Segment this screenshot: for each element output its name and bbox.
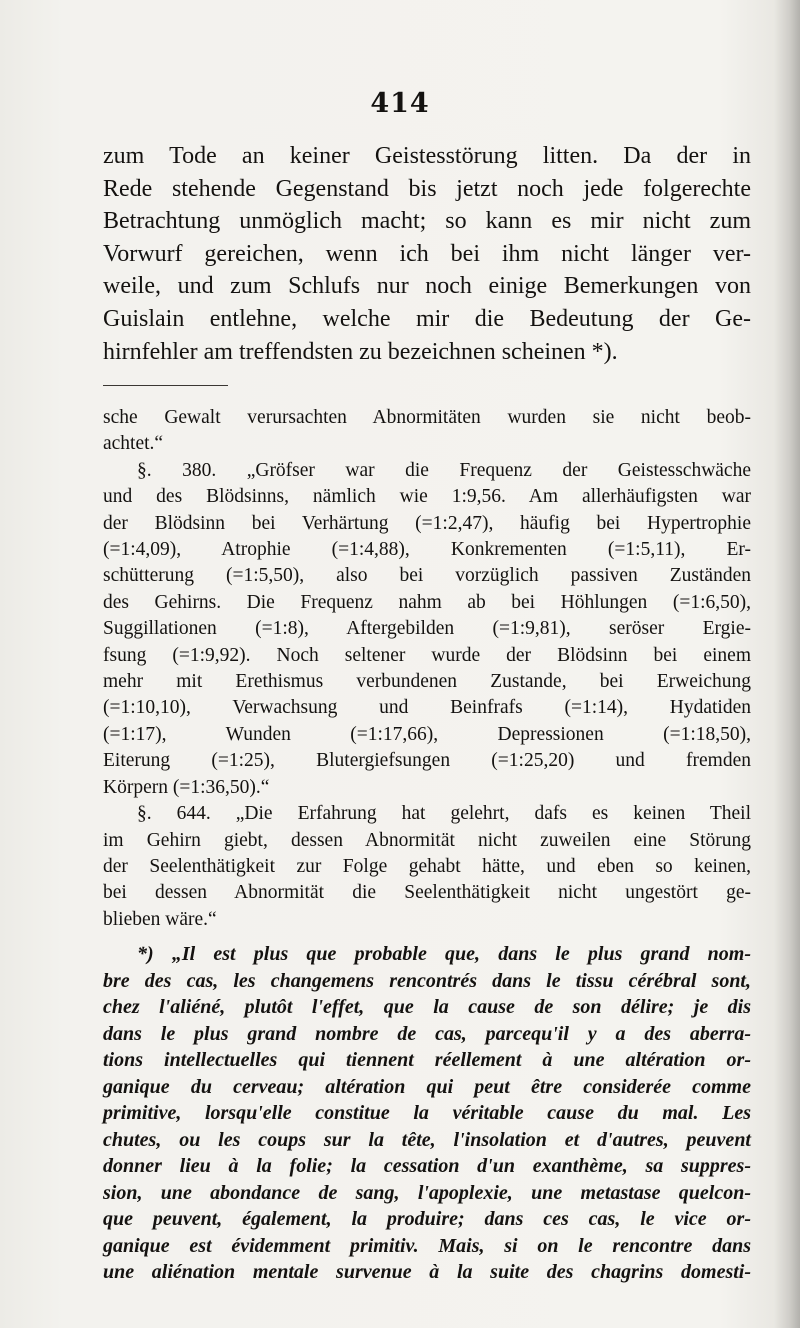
text-line: hirnfehler am treffendsten zu bezeichnen scheinen *). (103, 338, 618, 365)
note-line: der Blödsinn bei Verhärtung (=1:2,47), häufig bei Hypertrophie (103, 512, 751, 534)
footnote-line: bre des cas, les changemens rencontrés dans le tissu cérébral sont, (103, 969, 751, 992)
footnote-separator (103, 385, 228, 386)
footnote-line: ganique du cerveau; altération qui peut être considerée comme (103, 1075, 751, 1098)
text-line: zum Tode an keiner Geistesstörung litten. Da der in (103, 143, 751, 169)
footnote-line: chez l'aliéné, plutôt l'effet, que la cause de son délire; je dis (103, 996, 751, 1018)
note-line: sche Gewalt verursachten Abnormitäten wurden sie nicht beob- (103, 407, 751, 428)
footnote-line: *) „Il est plus que probable que, dans le plus grand nom- (137, 943, 751, 965)
page-number: 414 (370, 88, 430, 119)
text-line: Guislain entlehne, welche mir die Bedeutung der Ge- (103, 305, 751, 332)
note-line: §. 380. „Gröfser war die Frequenz der Geistesschwäche (137, 459, 751, 481)
text-line: Rede stehende Gegenstand bis jetzt noch jede folgerechte (103, 175, 751, 202)
footnote (103, 941, 751, 1286)
note-line: blieben wäre.“ (103, 908, 217, 930)
note-line: Suggillationen (=1:8), Aftergebilden (=1:9,81), seröser Ergie- (103, 618, 751, 640)
continued-quote (103, 405, 751, 933)
note-line: Eiterung (=1:25), Blutergiefsungen (=1:25,20) und fremden (103, 750, 751, 772)
footnote-line: une aliénation mentale survenue à la suite des chagrins domesti- (103, 1261, 751, 1283)
text-line: weile, und zum Schlufs nur noch einige Bemerkungen von (103, 273, 751, 300)
note-line: §. 644. „Die Erfahrung hat gelehrt, dafs es keinen Theil (137, 803, 751, 825)
note-line: Körpern (=1:36,50).“ (103, 776, 270, 798)
note-line: (=1:17), Wunden (=1:17,66), Depressionen (=1:18,50), (103, 723, 751, 745)
footnote-line: primitive, lorsqu'elle constitue la véritable cause du mal. Les (103, 1102, 751, 1124)
note-line: mehr mit Erethismus verbundenen Zustande, bei Erweichung (103, 671, 751, 693)
note-line: und des Blödsinns, nämlich wie 1:9,56. Am allerhäufigsten war (103, 486, 751, 508)
text-line: Betrachtung unmöglich macht; so kann es mir nicht zum (103, 208, 751, 235)
note-line: des Gehirns. Die Frequenz nahm ab bei Höhlungen (=1:6,50), (103, 591, 751, 613)
footnote-line: sion, une abondance de sang, l'apoplexie, une metastase quelcon- (103, 1181, 751, 1204)
note-line: fsung (=1:9,92). Noch seltener wurde der Blödsinn bei einem (103, 644, 751, 666)
footnote-line: tions intellectuelles qui tiennent réellement à une altération or- (103, 1049, 751, 1071)
text-line: Vorwurf gereichen, wenn ich bei ihm nicht länger ver- (103, 240, 751, 267)
footnote-line: que peuvent, également, la produire; dans ces cas, le vice or- (103, 1208, 751, 1230)
footnote-line: dans le plus grand nombre de cas, parcequ'il y a des aberra- (103, 1022, 751, 1045)
note-line: (=1:10,10), Verwachsung und Beinfrafs (=1:14), Hydatiden (103, 697, 751, 719)
note-line: bei dessen Abnormität die Seelenthätigkeit nicht ungestört ge- (103, 882, 751, 904)
note-line: (=1:4,09), Atrophie (=1:4,88), Konkrementen (=1:5,11), Er- (103, 539, 751, 561)
footnote-line: donner lieu à la folie; la cessation d'un exanthème, sa suppres- (103, 1155, 751, 1177)
note-line: schütterung (=1:5,50), also bei vorzüglich passiven Zuständen (103, 565, 751, 587)
note-line: im Gehirn giebt, dessen Abnormität nicht zuweilen eine Störung (103, 829, 751, 851)
footnote-line: chutes, ou les coups sur la tête, l'insolation et d'autres, peuvent (103, 1128, 751, 1151)
page-edge-shadow (774, 0, 800, 1328)
note-line: achtet.“ (103, 433, 164, 455)
footnote-line: ganique est évidemment primitiv. Mais, si on le rencontre dans (103, 1234, 751, 1257)
note-line: der Seelenthätigkeit zur Folge gehabt hätte, und eben so keinen, (103, 855, 751, 877)
main-paragraph (103, 140, 751, 368)
